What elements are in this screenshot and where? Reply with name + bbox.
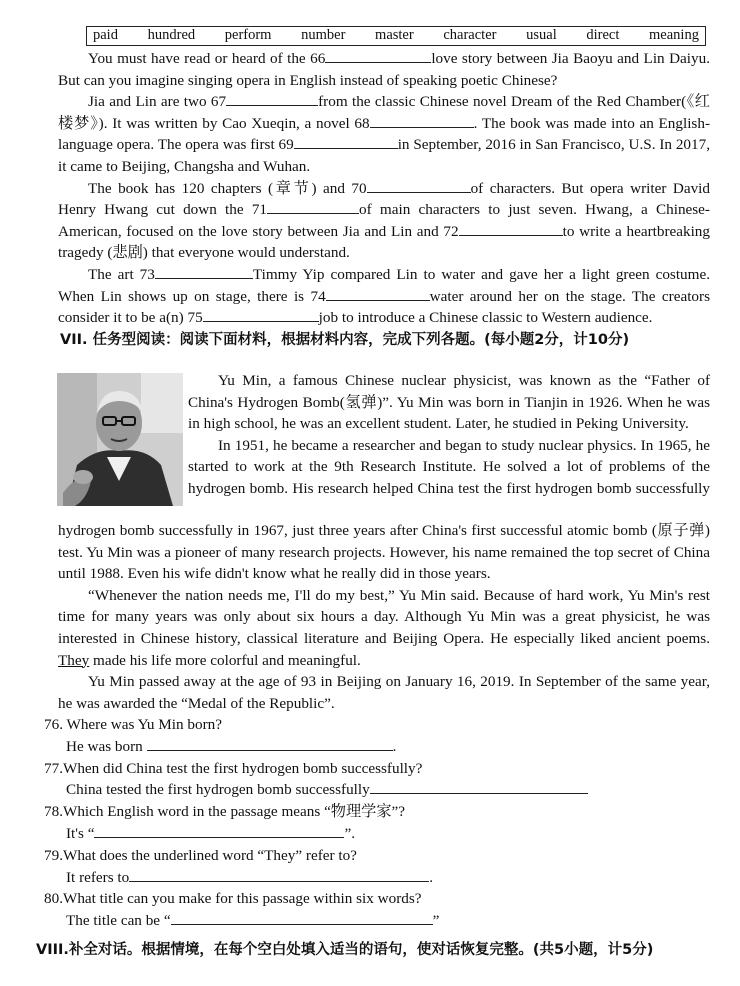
text: The art 73 <box>88 265 155 283</box>
answer-blank-71[interactable] <box>267 199 359 214</box>
text: to write a heartbreaking tragedy (悲剧) that everyone would understand. <box>58 222 710 262</box>
text: made his life more colorful and meaningful. <box>93 651 361 669</box>
text: water around her on the stage. The creators consider it to be a(n) 75 <box>58 287 710 327</box>
answer-suffix: . <box>429 868 434 886</box>
text: Jia and Lin are two 67 <box>88 93 227 111</box>
underlined-word-they: They <box>58 651 90 669</box>
word-bank-item: direct <box>586 27 620 44</box>
cloze-paragraph <box>58 48 710 91</box>
answer-blank-72[interactable] <box>459 221 563 236</box>
reading-paragraph: Yu Min passed away at the age of 93 in Beijing on January 16, 2019. In September of the same year, he was awarded the “Medal of the Republic”. <box>58 673 710 712</box>
section-7-heading <box>60 329 710 352</box>
text: love story between Jia Baoyu and Lin Daiyu. But can you imagine singing opera in English instead of speaking poetic Chinese? <box>58 50 711 89</box>
text: You must have read or heard of the 66 <box>88 50 326 67</box>
cloze-paragraph <box>58 91 710 177</box>
question-79: 79.What does the underlined word “They” refer to? <box>44 846 357 864</box>
answer-suffix: ” <box>432 912 440 930</box>
answer-prefix: It refers to <box>66 868 130 886</box>
text: “Whenever the nation needs me, I'll do my best,” Yu Min said. Because of hard work, Yu Min's rest time for many years was only about six hours a day. Although Yu Min was a great physicist, he was interested in Chinese history, classical literature and Beijing Opera. He especially liked ancient poems. <box>58 586 710 647</box>
answer-input-80[interactable] <box>171 910 433 925</box>
cloze-paragraph <box>58 178 710 264</box>
answer-blank-74[interactable] <box>326 286 430 301</box>
reading-passage-top <box>188 370 710 499</box>
word-bank-item: paid <box>93 27 118 44</box>
reading-paragraph: hydrogen bomb successfully in 1967, just three years after China's first successful atomic bomb (原子弹) test. Yu Min was a pioneer of many research projects. However, his name remained the top secret of China until 1988. Even his wife didn't know what he really did in those years. <box>58 522 710 583</box>
word-bank-item: master <box>375 27 414 44</box>
answer-input-79[interactable] <box>129 867 429 882</box>
answer-blank-70[interactable] <box>367 178 471 193</box>
reading-paragraph <box>58 585 710 671</box>
cloze-paragraph <box>58 264 710 329</box>
section-title: VIII.补全对话。根据情境，在每个空白处填入适当的语句，使对话恢复完整。(共5小题，计5分) <box>36 942 654 958</box>
reading-paragraph: Yu Min, a famous Chinese nuclear physicist, was known as the “Father of China's Hydrogen Bomb(氢弹)”. Yu Min was born in Tianjin in 1926. When he was in high school, he was an excellent student. Later, he studied in Peking University. <box>188 372 710 433</box>
answer-blank-73[interactable] <box>155 264 253 279</box>
question-78: 78.Which English word in the passage means “物理学家”? <box>44 803 406 821</box>
answer-line-76 <box>66 736 710 758</box>
question-list <box>44 714 710 932</box>
section-8-heading <box>36 938 716 962</box>
question-80: 80.What title can you make for this passage within six words? <box>44 890 422 908</box>
reading-paragraph: In 1951, he became a researcher and began to study nuclear physics. In 1965, he started to work at the 9th Research Institute. He solved a lot of problems of the hydrogen bomb. His research helped China test the first hydrogen bomb successfully <box>188 436 710 497</box>
text: Timmy Yip compared Lin to water and gave her a light green costume. When Lin shows up on stage, there is 74 <box>58 265 710 305</box>
word-bank-item: number <box>301 27 346 44</box>
text: in September, 2016 in San Francisco, U.S. In 2017, it came to Beijing, Changsha and Wuhan. <box>58 136 710 175</box>
answer-input-78[interactable] <box>94 823 344 838</box>
portrait-illustration <box>57 373 183 506</box>
text: from the classic Chinese novel Dream of the Red Chamber(《红楼梦》). It was written by Cao Xueqin, a novel 68 <box>58 93 710 132</box>
answer-line-79 <box>66 867 710 889</box>
answer-prefix: He was born <box>66 737 143 755</box>
word-bank-item: usual <box>526 27 557 44</box>
answer-prefix: China tested the first hydrogen bomb successfully <box>66 781 370 799</box>
text: of main characters to just seven. Hwang, a Chinese-American, focused on the love story between Jia and Lin and 72 <box>58 201 710 240</box>
text: of characters. But opera writer David Henry Hwang cut down the 71 <box>58 179 710 219</box>
word-bank-item: perform <box>224 27 272 44</box>
answer-blank-66[interactable] <box>325 48 431 63</box>
word-bank-box <box>86 26 706 46</box>
answer-prefix: It's “ <box>66 824 95 842</box>
text: job to introduce a Chinese classic to Western audience. <box>318 309 653 327</box>
cloze-passage <box>58 48 710 351</box>
answer-blank-68[interactable] <box>370 113 474 128</box>
word-bank-item: character <box>443 27 497 44</box>
answer-line-80 <box>66 910 710 932</box>
answer-blank-75[interactable] <box>203 307 319 322</box>
answer-input-76[interactable] <box>147 736 393 751</box>
section-title: VII. 任务型阅读：阅读下面材料，根据材料内容，完成下列各题。(每小题2分，计10分) <box>60 331 630 348</box>
answer-suffix: ”. <box>344 824 356 842</box>
text: . The book was made into an English-language opera. The opera was first 69 <box>58 114 710 154</box>
answer-prefix: The title can be “ <box>66 912 171 930</box>
answer-line-78 <box>66 823 710 845</box>
answer-suffix: . <box>392 737 397 755</box>
question-77: 77.When did China test the first hydrogen bomb successfully? <box>44 759 423 777</box>
answer-blank-69[interactable] <box>294 134 398 149</box>
reading-passage-bottom <box>58 520 710 714</box>
word-bank-item: hundred <box>147 27 196 44</box>
answer-input-77[interactable] <box>370 779 588 794</box>
answer-line-77 <box>66 779 710 801</box>
portrait-photo <box>57 373 183 506</box>
word-bank-item: meaning <box>649 27 699 44</box>
text: The book has 120 chapters (章节) and 70 <box>88 179 367 197</box>
question-76: 76. Where was Yu Min born? <box>44 716 222 733</box>
answer-blank-67[interactable] <box>226 91 318 106</box>
